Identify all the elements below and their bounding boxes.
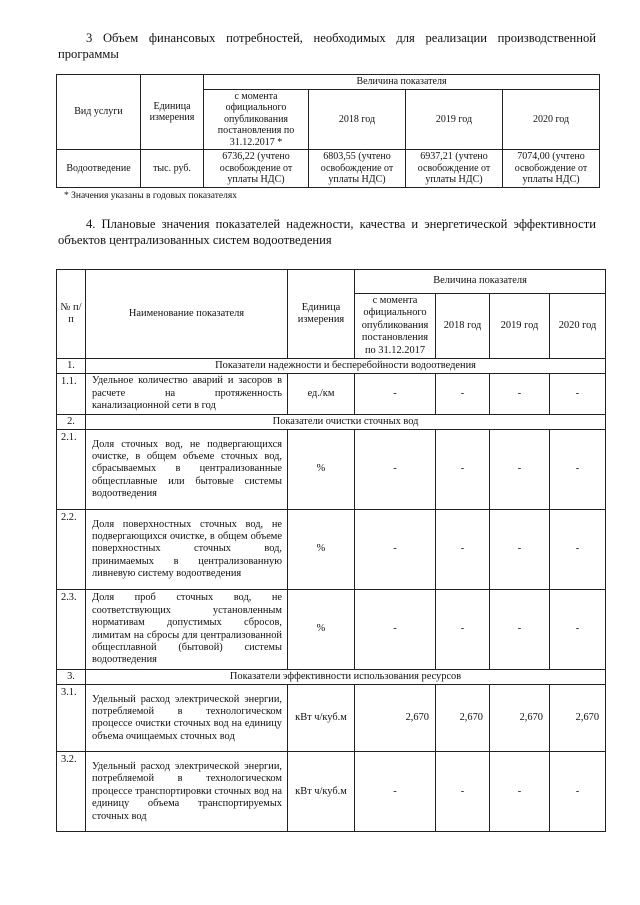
row-number: 1.1. xyxy=(57,374,86,414)
table-row xyxy=(57,752,606,832)
section-number: 3. xyxy=(57,670,86,685)
section-number: 2. xyxy=(57,414,86,429)
indicators-table xyxy=(56,269,606,832)
service-cell: Водоотведение xyxy=(57,150,141,188)
col-name-header: Наименование показателя xyxy=(86,270,288,359)
unit-cell: тыс. руб. xyxy=(141,150,204,188)
row-number: 3.1. xyxy=(57,685,86,752)
value-cell: - xyxy=(436,430,490,510)
value-cell: - xyxy=(550,510,606,590)
value-cell: 6937,21 (учтено освобождение от уплаты НДС) xyxy=(406,150,503,188)
section3-heading: 3 Объем финансовых потребностей, необходимых для реализации производственной программы xyxy=(58,31,596,61)
value-cell: 2,670 xyxy=(550,685,606,752)
value-cell: - xyxy=(490,590,550,670)
value-cell: - xyxy=(550,430,606,510)
table-row xyxy=(57,150,600,188)
value-cell: - xyxy=(490,374,550,414)
row-number: 2.3. xyxy=(57,590,86,670)
col-service-header: Вид услуги xyxy=(57,75,141,150)
period-header: 2020 год xyxy=(503,89,600,150)
section-title: Показатели очистки сточных вод xyxy=(86,414,606,429)
section4-heading: 4. Плановые значения показателей надежности, качества и энергетической эффективности объектов централизованных систем водоотведения xyxy=(58,217,596,247)
period-header: с момента официального опубликования постановления по 31.12.2017 xyxy=(355,294,436,359)
financial-needs-table xyxy=(56,74,600,188)
period-header: 2018 год xyxy=(309,89,406,150)
period-header: 2019 год xyxy=(490,294,550,359)
value-cell: 2,670 xyxy=(355,685,436,752)
unit-cell: % xyxy=(288,590,355,670)
value-cell: 7074,00 (учтено освобождение от уплаты НДС) xyxy=(503,150,600,188)
unit-cell: кВт ч/куб.м xyxy=(288,685,355,752)
value-cell: - xyxy=(550,590,606,670)
value-cell: - xyxy=(355,374,436,414)
table-row xyxy=(57,685,606,752)
table-row xyxy=(57,590,606,670)
period-header: 2018 год xyxy=(436,294,490,359)
indicator-name: Удельный расход электрической энергии, потребляемой в технологическом процессе очистки сточных вод на единицу объема очищаемых сточных вод xyxy=(86,685,288,752)
indicator-name: Удельный расход электрической энергии, потребляемой в технологическом процессе транспортировки сточных вод на единицу объема транспортируемых сточных вод xyxy=(86,752,288,832)
indicator-name: Доля сточных вод, не подвергающихся очистке, в общем объеме сточных вод, сбрасываемых в централизованные общесплавные или бытовые системы водоотведения xyxy=(86,430,288,510)
value-cell: 2,670 xyxy=(490,685,550,752)
value-cell: 6803,55 (учтено освобождение от уплаты НДС) xyxy=(309,150,406,188)
period-header: 2019 год xyxy=(406,89,503,150)
indicator-name: Доля проб сточных вод, не соответствующих установленным нормативам допустимых сбросов, лимитам на сбросы для централизованной общесплавной (бытовой) системы водоотведения xyxy=(86,590,288,670)
value-cell: - xyxy=(436,590,490,670)
section-row xyxy=(57,359,606,374)
section-row xyxy=(57,414,606,429)
value-cell: - xyxy=(355,590,436,670)
value-cell: - xyxy=(490,752,550,832)
section-title: Показатели надежности и бесперебойности водоотведения xyxy=(86,359,606,374)
value-cell: - xyxy=(436,752,490,832)
unit-cell: кВт ч/куб.м xyxy=(288,752,355,832)
row-number: 2.2. xyxy=(57,510,86,590)
value-cell: - xyxy=(490,510,550,590)
value-cell: - xyxy=(355,752,436,832)
value-cell: - xyxy=(490,430,550,510)
value-cell: - xyxy=(355,510,436,590)
period-header: с момента официального опубликования постановления по 31.12.2017 * xyxy=(204,89,309,150)
col-num-header: № п/п xyxy=(57,270,86,359)
section-row xyxy=(57,670,606,685)
section-title: Показатели эффективности использования ресурсов xyxy=(86,670,606,685)
value-cell: - xyxy=(436,374,490,414)
value-cell: - xyxy=(436,510,490,590)
group-header: Величина показателя xyxy=(204,75,600,90)
value-cell: 6736,22 (учтено освобождение от уплаты НДС) xyxy=(204,150,309,188)
value-cell: 2,670 xyxy=(436,685,490,752)
indicator-name: Доля поверхностных сточных вод, не подвергающихся очистке, в общем объеме поверхностных сточных вод, принимаемых в централизованную ливневую систему водоотведения xyxy=(86,510,288,590)
unit-cell: % xyxy=(288,510,355,590)
section-number: 1. xyxy=(57,359,86,374)
value-cell: - xyxy=(550,374,606,414)
group-header: Величина показателя xyxy=(355,270,606,294)
value-cell: - xyxy=(550,752,606,832)
table-row xyxy=(57,510,606,590)
col-unit-header: Единица измерения xyxy=(141,75,204,150)
col-unit-header: Единица измерения xyxy=(288,270,355,359)
period-header: 2020 год xyxy=(550,294,606,359)
unit-cell: % xyxy=(288,430,355,510)
unit-cell: ед./км xyxy=(288,374,355,414)
row-number: 3.2. xyxy=(57,752,86,832)
table-row xyxy=(57,430,606,510)
table-footnote: * Значения указаны в годовых показателях xyxy=(64,191,238,201)
indicator-name: Удельное количество аварий и засоров в расчете на протяженность канализационной сети в год xyxy=(86,374,288,414)
value-cell: - xyxy=(355,430,436,510)
table-row xyxy=(57,374,606,414)
row-number: 2.1. xyxy=(57,430,86,510)
